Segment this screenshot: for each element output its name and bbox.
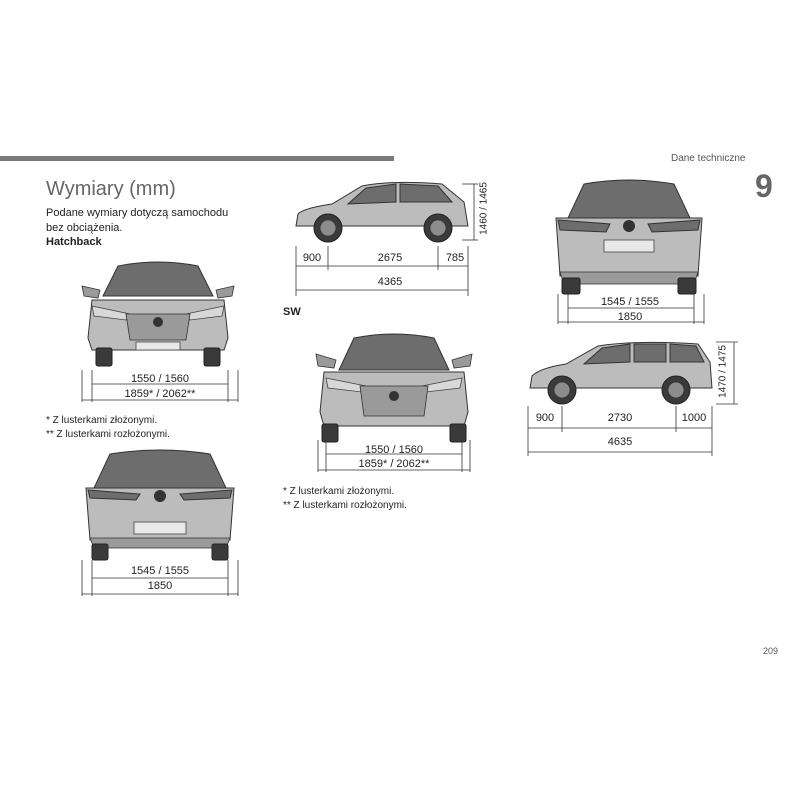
hatchback-note-folded: * Z lusterkami złożonymi. bbox=[46, 415, 158, 426]
hatchback-top-rear-track: 1545 / 1555 bbox=[600, 296, 660, 308]
hatchback-side-overhang-front: 900 bbox=[302, 252, 322, 264]
hatchback-note-unfolded: ** Z lusterkami rozłożonymi. bbox=[46, 429, 170, 440]
sw-side-length: 4635 bbox=[607, 436, 633, 448]
hatchback-rear-track: 1545 / 1555 bbox=[130, 565, 190, 577]
hatchback-side-wheelbase: 2675 bbox=[377, 252, 403, 264]
chapter-number: 9 bbox=[755, 168, 773, 204]
sw-side-overhang-rear: 1000 bbox=[681, 412, 707, 424]
hatchback-front-track: 1550 / 1560 bbox=[130, 373, 190, 385]
hatchback-rear-width: 1850 bbox=[147, 580, 173, 592]
hatchback-front-view bbox=[78, 258, 238, 368]
hatchback-rear-view-large bbox=[552, 176, 706, 294]
sw-side-wheelbase: 2730 bbox=[607, 412, 633, 424]
hatchback-side-length: 4365 bbox=[377, 276, 403, 288]
sw-note-folded: * Z lusterkami złożonymi. bbox=[283, 486, 395, 497]
sw-side-height: 1470 / 1475 bbox=[717, 345, 729, 398]
page-number: 209 bbox=[763, 646, 779, 656]
hatchback-top-rear-width: 1850 bbox=[617, 311, 643, 323]
section-title: Dane techniczne bbox=[671, 153, 746, 164]
hatchback-side-height: 1460 / 1465 bbox=[478, 182, 490, 235]
sw-note-unfolded: ** Z lusterkami rozłożonymi. bbox=[283, 500, 407, 511]
hatchback-rear-view bbox=[80, 448, 240, 560]
header-rule bbox=[0, 156, 394, 161]
hatchback-front-width: 1859* / 2062** bbox=[124, 388, 196, 400]
sw-side-overhang-front: 900 bbox=[535, 412, 555, 424]
sw-heading: SW bbox=[283, 306, 301, 318]
sw-front-width: 1859* / 2062** bbox=[358, 458, 430, 470]
page-title: Wymiary (mm) bbox=[46, 178, 176, 200]
intro-text: Podane wymiary dotyczą samochodu bez obciążenia. bbox=[46, 207, 229, 234]
hatchback-side-overhang-rear: 785 bbox=[445, 252, 465, 264]
sw-front-view bbox=[314, 330, 474, 442]
hatchback-heading: Hatchback bbox=[46, 236, 102, 248]
hatchback-side-dimension-lines bbox=[292, 180, 492, 290]
sw-front-track: 1550 / 1560 bbox=[364, 444, 424, 456]
